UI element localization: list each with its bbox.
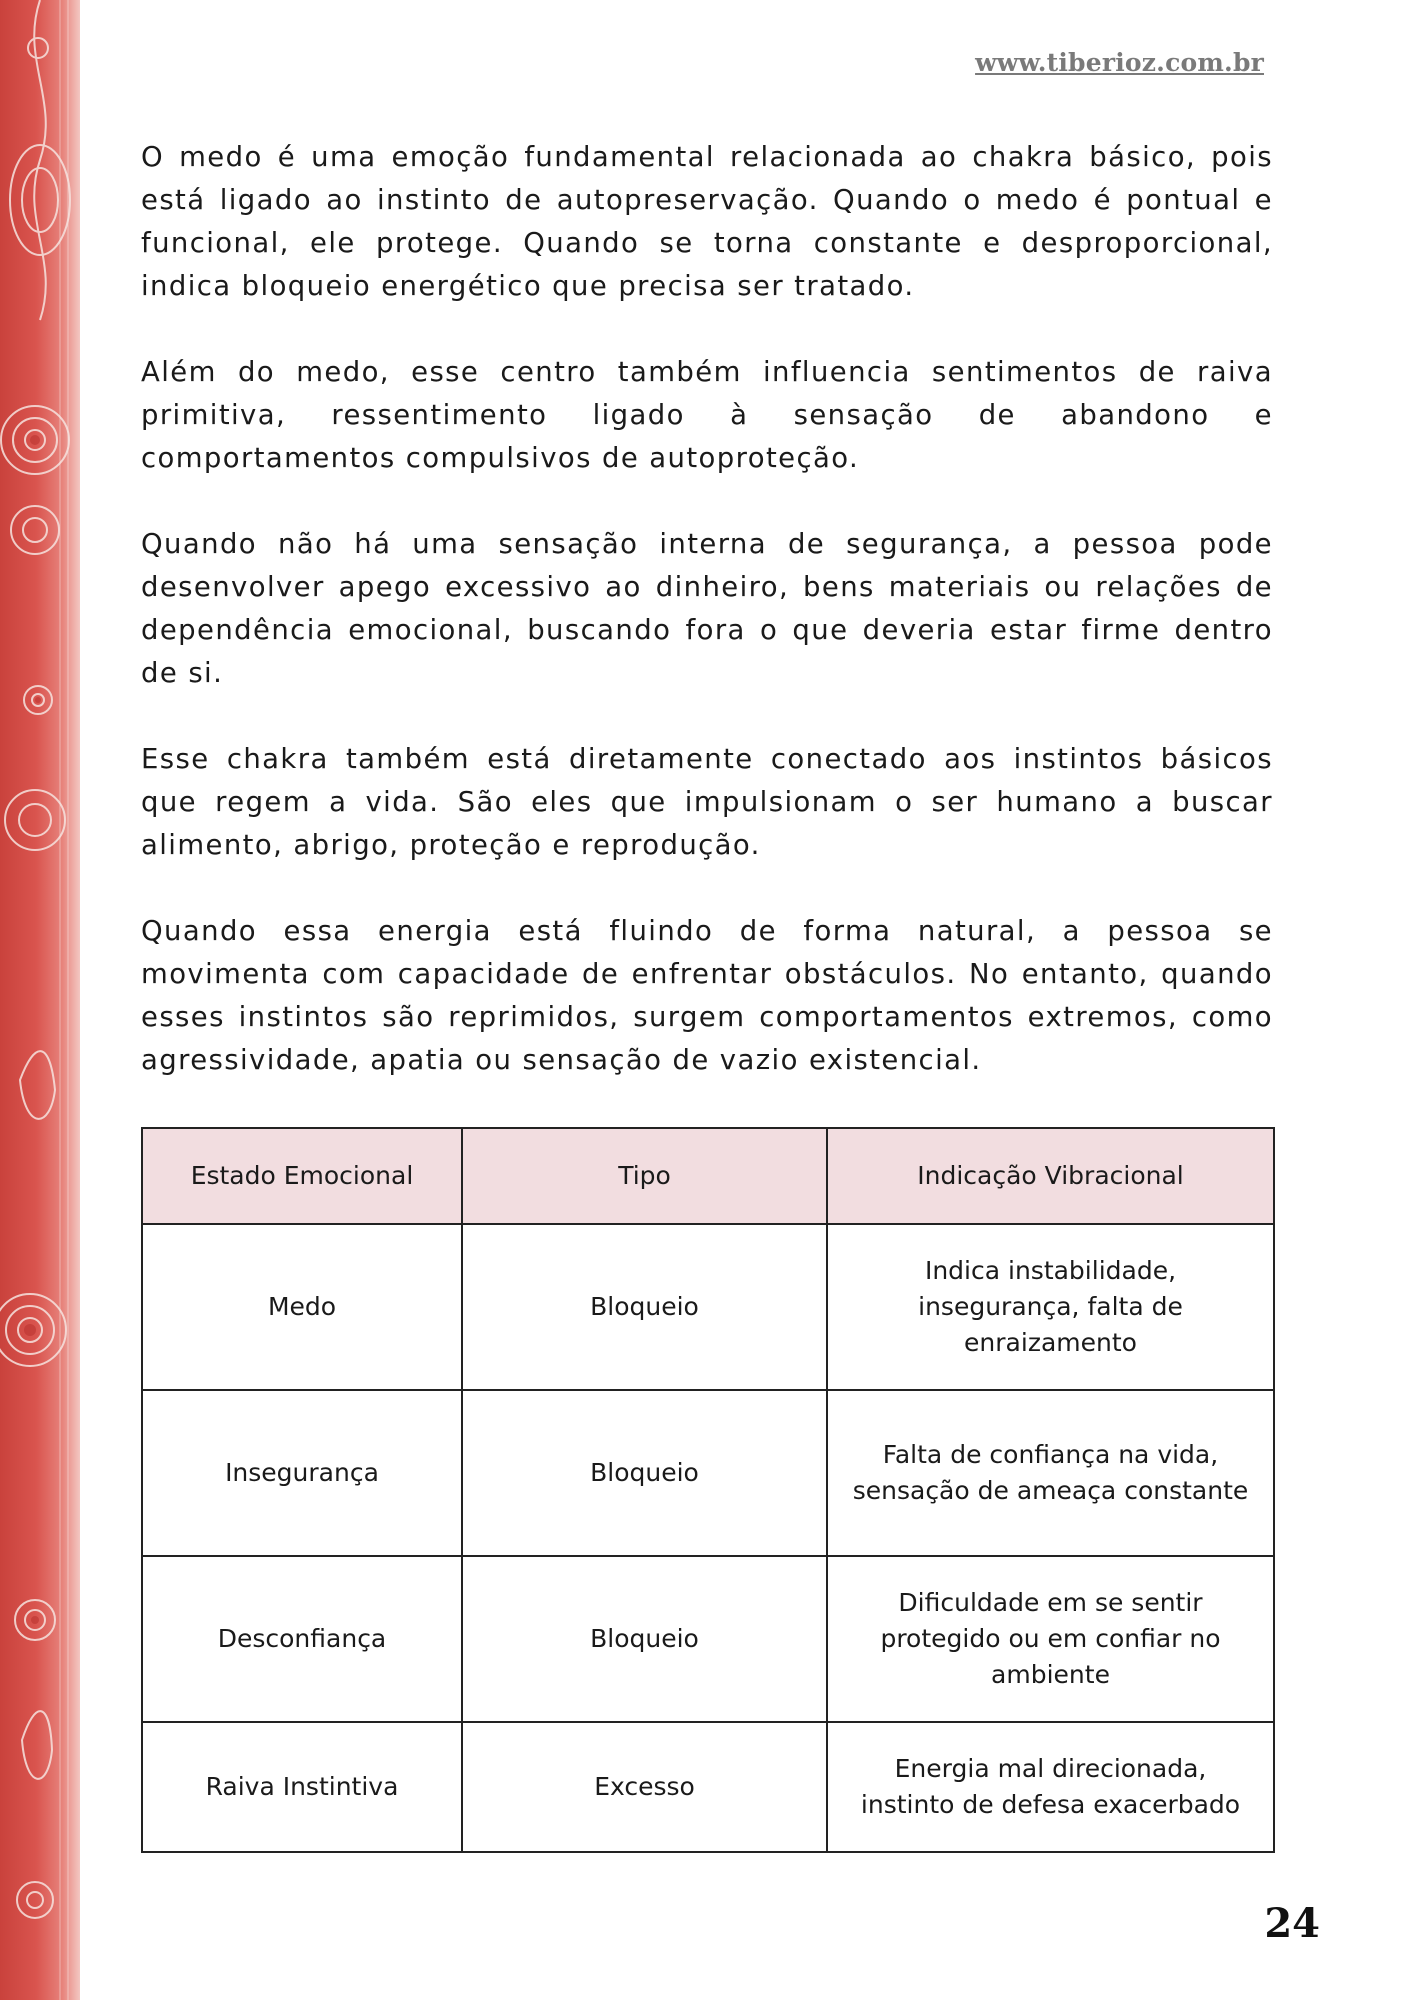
table-row — [142, 1224, 1274, 1390]
paragraph-1: O medo é uma emoção fundamental relacionada ao chakra básico, pois está ligado ao instinto de autopreservação. Quando o medo é pontual e funcional, ele protege. Quando se torna constante e desproporcional, indica bloqueio energético que precisa ser tratado. — [141, 141, 1273, 302]
cell-estado: Desconfiança — [142, 1556, 462, 1722]
cell-indicacao: Energia mal direcionada, instinto de defesa exacerbado — [827, 1722, 1274, 1852]
header-indicacao-vibracional: Indicação Vibracional — [827, 1128, 1274, 1224]
page-number: 24 — [1264, 1900, 1320, 1947]
table-row — [142, 1722, 1274, 1852]
cell-tipo: Excesso — [462, 1722, 827, 1852]
decorative-side-border — [0, 0, 80, 2000]
cell-tipo: Bloqueio — [462, 1224, 827, 1390]
paragraph-4: Esse chakra também está diretamente conectado aos instintos básicos que regem a vida. São eles que impulsionam o ser humano a buscar alimento, abrigo, proteção e reprodução. — [141, 743, 1273, 861]
header-tipo: Tipo — [462, 1128, 827, 1224]
body-text — [141, 136, 1273, 1125]
cell-indicacao: Dificuldade em se sentir protegido ou em confiar no ambiente — [827, 1556, 1274, 1722]
site-url-link[interactable]: www.tiberioz.com.br — [975, 48, 1264, 77]
cell-indicacao: Indica instabilidade, insegurança, falta de enraizamento — [827, 1224, 1274, 1390]
cell-estado: Medo — [142, 1224, 462, 1390]
cell-tipo: Bloqueio — [462, 1556, 827, 1722]
table-row — [142, 1556, 1274, 1722]
table-row — [142, 1390, 1274, 1556]
cell-indicacao: Falta de confiança na vida, sensação de ameaça constante — [827, 1390, 1274, 1556]
emotional-states-table — [141, 1127, 1275, 1853]
paragraph-3: Quando não há uma sensação interna de segurança, a pessoa pode desenvolver apego excessivo ao dinheiro, bens materiais ou relações de dependência emocional, buscando fora o que deveria estar firme dentro de si. — [141, 528, 1273, 689]
header-estado-emocional: Estado Emocional — [142, 1128, 462, 1224]
cell-tipo: Bloqueio — [462, 1390, 827, 1556]
chakra-mandala-border-icon — [0, 0, 80, 2000]
cell-estado: Raiva Instintiva — [142, 1722, 462, 1852]
paragraph-5: Quando essa energia está fluindo de forma natural, a pessoa se movimenta com capacidade de enfrentar obstáculos. No entanto, quando esses instintos são reprimidos, surgem comportamentos extremos, como agressividade, apatia ou sensação de vazio existencial. — [141, 915, 1273, 1076]
paragraph-2: Além do medo, esse centro também influencia sentimentos de raiva primitiva, ressentimento ligado à sensação de abandono e comportamentos compulsivos de autoproteção. — [141, 356, 1273, 474]
cell-estado: Insegurança — [142, 1390, 462, 1556]
table-header-row — [142, 1128, 1274, 1224]
